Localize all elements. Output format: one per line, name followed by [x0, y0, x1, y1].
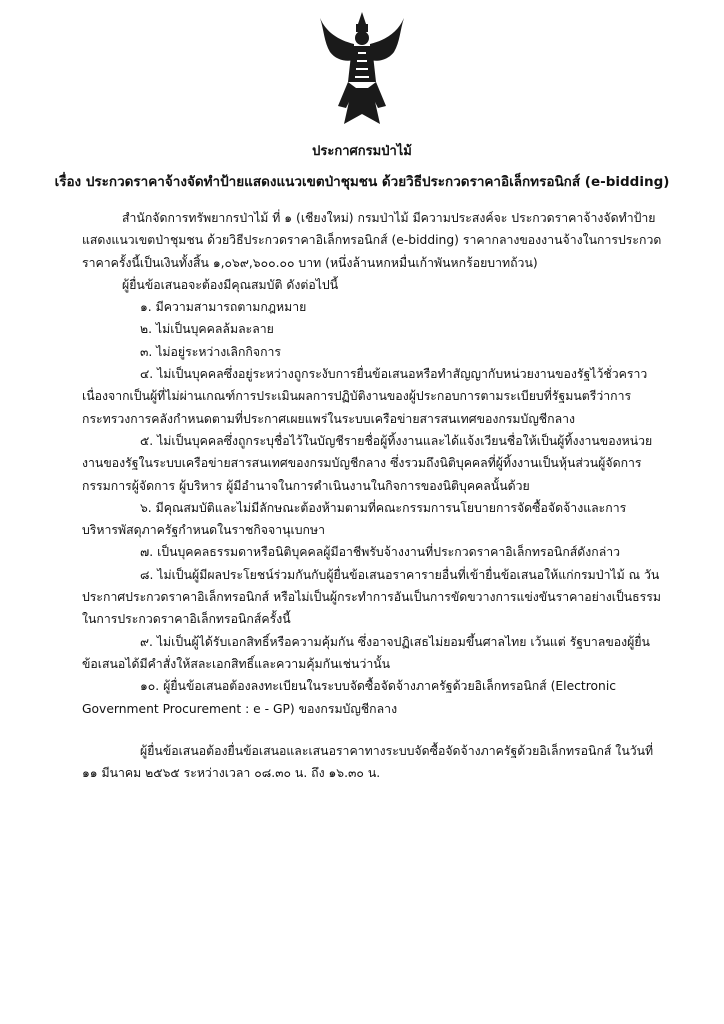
closing-paragraph: ผู้ยื่นข้อเสนอต้องยื่นข้อเสนอและเสนอราคาทางระบบจัดซื้อจัดจ้างภาครัฐด้วยอิเล็กทรอนิกส์ ในวันที่ ๑๑ มีนาคม ๒๕๖๕ ระหว่างเวลา ๐๘.๓๐ น. ถึง ๑๖.๓๐ น.: [82, 743, 654, 781]
announcement-subject: เรื่อง ประกวดราคาจ้างจัดทำป้ายแสดงแนวเขตป่าชุมชน ด้วยวิธีประกวดราคาอิเล็กทรอนิกส์ (e-bidding): [54, 174, 670, 190]
qualifications-header: ผู้ยื่นข้อเสนอจะต้องมีคุณสมบัติ ดังต่อไปนี้: [122, 277, 339, 292]
paragraph-gap: [82, 720, 662, 740]
qualification-item: ๔. ไม่เป็นบุคคลซึ่งอยู่ระหว่างถูกระงับการยื่นข้อเสนอหรือทำสัญญากับหน่วยงานของรัฐไว้ชั่วคราว เนื่องจากเป็นผู้ที่ไม่ผ่านเกณฑ์การประเมินผลการปฏิบัติงานของผู้ประกอบการตามระเบียบที่รัฐมนตรีว่าการกระทรวงการคลังกำหนดตามที่ประกาศเผยแพร่ในระบบเครือข่ายสารสนเทศของกรมบัญชีกลาง: [82, 367, 648, 426]
qualification-item: ๓. ไม่อยู่ระหว่างเลิกกิจการ: [140, 344, 282, 359]
document-body: [82, 207, 662, 784]
qualification-item: ๒. ไม่เป็นบุคคลล้มละลาย: [140, 322, 274, 337]
qualification-item: ๕. ไม่เป็นบุคคลซึ่งถูกระบุชื่อไว้ในบัญชีรายชื่อผู้ทิ้งงานและได้แจ้งเวียนชื่อให้เป็นผู้ทิ้งงานของหน่วยงานของรัฐในระบบเครือข่ายสารสนเทศของกรมบัญชีกลาง ซึ่งรวมถึงนิติบุคคลที่ผู้ทิ้งงานเป็นหุ้นส่วนผู้จัดการ กรรมการผู้จัดการ ผู้บริหาร ผู้มีอำนาจในการดำเนินงานในกิจการของนิติบุคคลนั้นด้วย: [82, 433, 653, 493]
qualification-item: ๖. มีคุณสมบัติและไม่มีลักษณะต้องห้ามตามที่คณะกรรมการนโยบายการจัดซื้อจัดจ้างและการบริหารพัสดุภาครัฐกำหนดในราชกิจจานุเบกษา: [82, 500, 627, 538]
qualification-item: ๑. มีความสามารถตามกฎหมาย: [140, 300, 307, 315]
qualification-item: ๘. ไม่เป็นผู้มีผลประโยชน์ร่วมกันกับผู้ยื่นข้อเสนอราคารายอื่นที่เข้ายื่นข้อเสนอให้แก่กรมป่าไม้ ณ วันประกาศประกวดราคาอิเล็กทรอนิกส์ หรือไม่เป็นผู้กระทำการอันเป็นการขัดขวางการแข่งขันราคาอย่างเป็นธรรม ในการประกวดราคาอิเล็กทรอนิกส์ครั้งนี้: [82, 567, 661, 627]
announcement-title: ประกาศกรมป่าไม้: [312, 144, 412, 159]
qualification-item: ๑๐. ผู้ยื่นข้อเสนอต้องลงทะเบียนในระบบจัดซื้อจัดจ้างภาครัฐด้วยอิเล็กทรอนิกส์ (Electronic Government Procurement : e - GP) ของกรมบัญชีกลาง: [82, 679, 617, 716]
qualification-item: ๙. ไม่เป็นผู้ได้รับเอกสิทธิ์หรือความคุ้มกัน ซึ่งอาจปฏิเสธไม่ยอมขึ้นศาลไทย เว้นแต่ รัฐบาลของผู้ยื่นข้อเสนอได้มีคำสั่งให้สละเอกสิทธิ์และความคุ้มกันเช่นว่านั้น: [82, 634, 650, 671]
garuda-emblem: [318, 10, 406, 128]
qualification-item: ๗. เป็นบุคคลธรรมดาหรือนิติบุคคลผู้มีอาชีพรับจ้างงานที่ประกวดราคาอิเล็กทรอนิกส์ดังกล่าว: [140, 545, 621, 560]
intro-paragraph: สำนักจัดการทรัพยากรป่าไม้ ที่ ๑ (เชียงใหม่) กรมป่าไม้ มีความประสงค์จะ ประกวดราคาจ้างจัดทำป้ายแสดงแนวเขตป่าชุมชน ด้วยวิธีประกวดราคาอิเล็กทรอนิกส์ (e-bidding) ราคากลางของงานจ้างในการประกวดราคาครั้งนี้เป็นเงินทั้งสิ้น ๑,๐๖๙,๖๐๐.๐๐ บาท (หนึ่งล้านหกหมื่นเก้าพันหกร้อยบาทถ้วน): [82, 211, 662, 270]
